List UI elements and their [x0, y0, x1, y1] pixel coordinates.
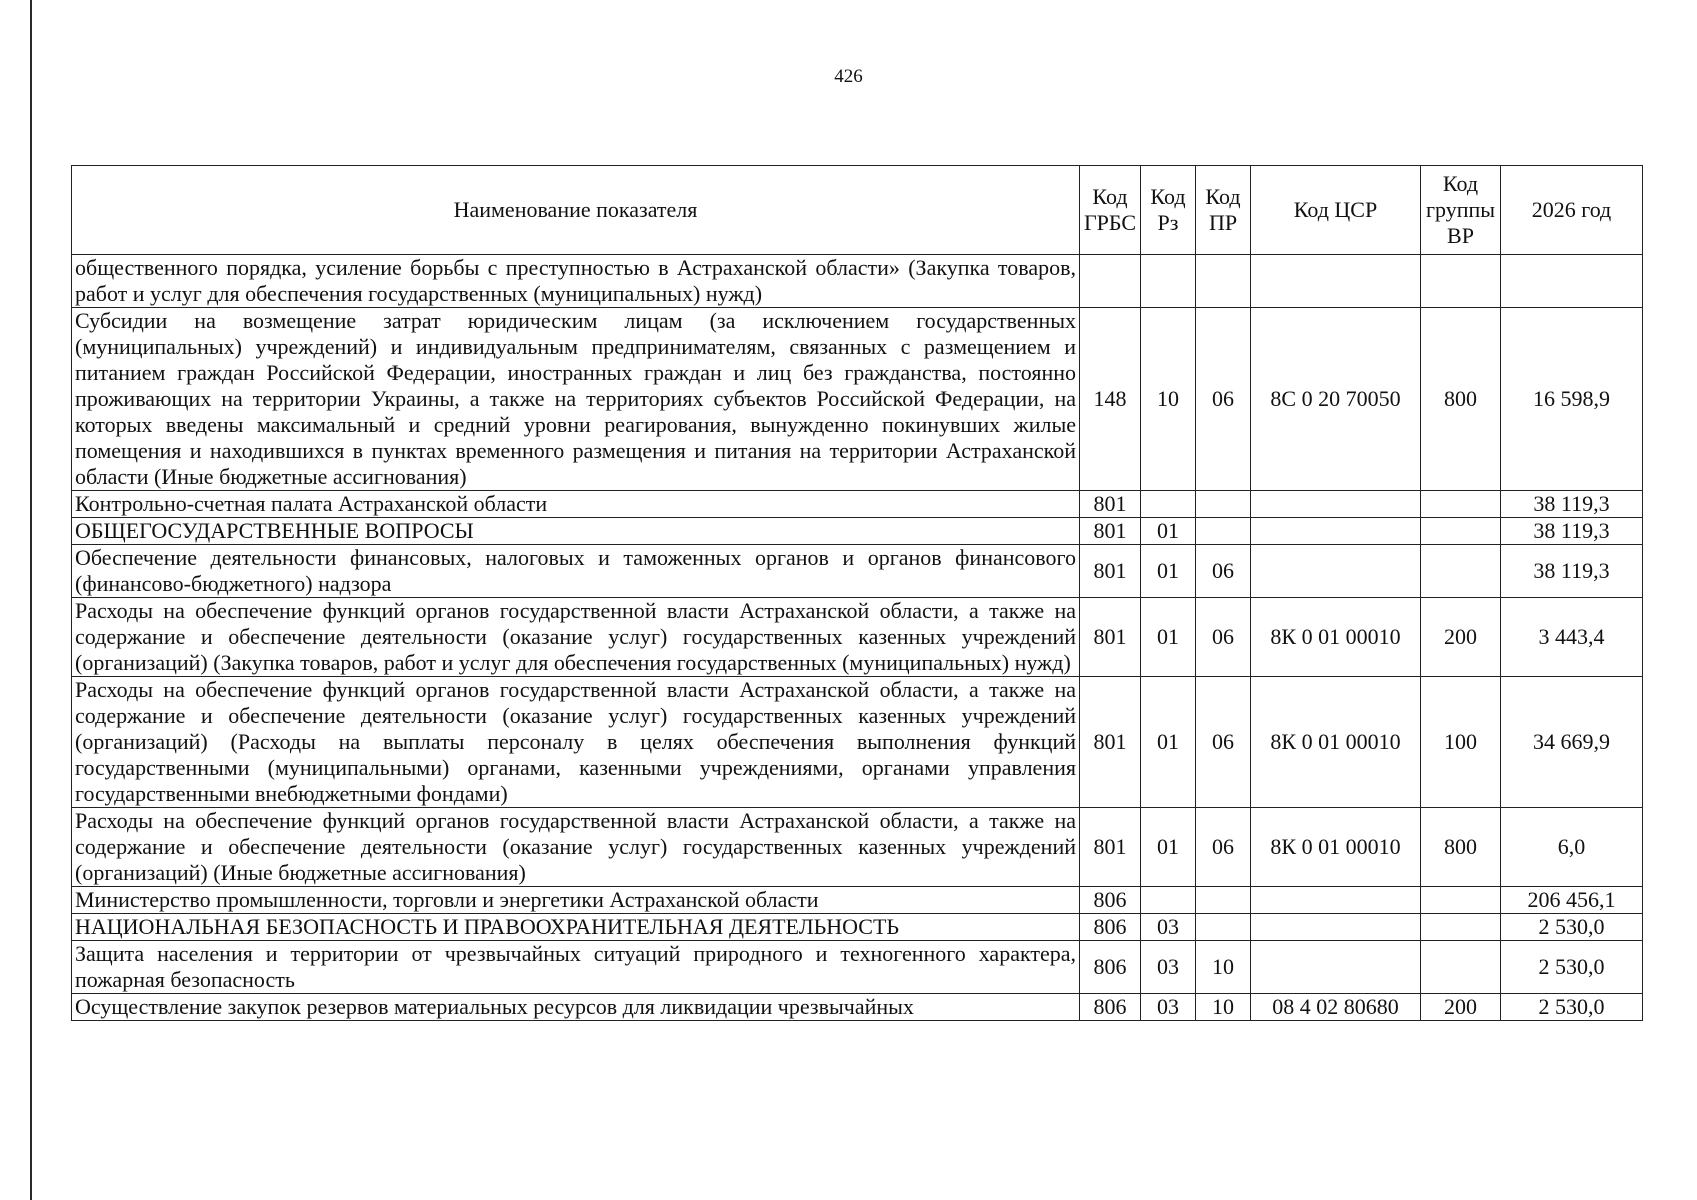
cell-rz: 10	[1141, 308, 1196, 491]
cell-grbs: 806	[1080, 994, 1141, 1021]
cell-pr	[1196, 887, 1251, 914]
cell-vr	[1421, 914, 1501, 941]
header-year: 2026 год	[1501, 166, 1643, 255]
cell-amount: 38 119,3	[1501, 491, 1643, 518]
cell-grbs: 801	[1080, 518, 1141, 545]
table-row	[72, 491, 1643, 518]
cell-grbs: 801	[1080, 677, 1141, 808]
cell-vr	[1421, 491, 1501, 518]
cell-csr	[1251, 941, 1421, 994]
cell-csr	[1251, 545, 1421, 598]
header-grbs: Код ГРБС	[1080, 166, 1141, 255]
cell-csr	[1251, 255, 1421, 308]
table-row	[72, 518, 1643, 545]
cell-csr	[1251, 491, 1421, 518]
cell-vr	[1421, 941, 1501, 994]
table-row	[72, 255, 1643, 308]
cell-rz: 01	[1141, 545, 1196, 598]
cell-rz: 01	[1141, 677, 1196, 808]
table-row	[72, 545, 1643, 598]
budget-table	[71, 165, 1643, 1021]
cell-pr: 06	[1196, 545, 1251, 598]
cell-amount: 38 119,3	[1501, 518, 1643, 545]
cell-amount: 6,0	[1501, 808, 1643, 887]
cell-vr	[1421, 255, 1501, 308]
cell-grbs: 801	[1080, 808, 1141, 887]
cell-name: Осуществление закупок резервов материальных ресурсов для ликвидации чрезвычайных	[72, 994, 1080, 1021]
cell-name: Субсидии на возмещение затрат юридическим лицам (за исключением государственных (муниципальных) учреждений) и индивидуальным предпринимателям, связанных с размещением и питанием граждан Российской Федерации, иностранных граждан и лиц без гражданства, постоянно проживающих на территории Украины, а также на территориях субъектов Российской Федерации, на которых введены максимальный и средний уровни реагирования, вынужденно покинувших жилые помещения и находившихся в пунктах временного размещения и питания на территории Астраханской области (Иные бюджетные ассигнования)	[72, 308, 1080, 491]
cell-rz: 01	[1141, 518, 1196, 545]
binding-margin-line	[30, 0, 32, 1200]
table-row	[72, 914, 1643, 941]
page-number: 426	[834, 66, 863, 87]
cell-grbs: 801	[1080, 598, 1141, 677]
table-row	[72, 598, 1643, 677]
cell-name: Министерство промышленности, торговли и энергетики Астраханской области	[72, 887, 1080, 914]
cell-csr: 08 4 02 80680	[1251, 994, 1421, 1021]
cell-amount: 3 443,4	[1501, 598, 1643, 677]
cell-pr: 06	[1196, 808, 1251, 887]
cell-rz	[1141, 491, 1196, 518]
cell-csr: 8К 0 01 00010	[1251, 808, 1421, 887]
cell-name: Защита населения и территории от чрезвычайных ситуаций природного и техногенного характера, пожарная безопасность	[72, 941, 1080, 994]
cell-pr	[1196, 914, 1251, 941]
cell-grbs: 806	[1080, 914, 1141, 941]
table-row	[72, 808, 1643, 887]
cell-csr	[1251, 914, 1421, 941]
header-name: Наименование показателя	[72, 166, 1080, 255]
cell-vr	[1421, 545, 1501, 598]
header-pr: Код ПР	[1196, 166, 1251, 255]
cell-name: Расходы на обеспечение функций органов государственной власти Астраханской области, а также на содержание и обеспечение деятельности (оказание услуг) государственных казенных учреждений (организаций) (Иные бюджетные ассигнования)	[72, 808, 1080, 887]
cell-vr: 100	[1421, 677, 1501, 808]
cell-rz: 01	[1141, 598, 1196, 677]
cell-pr: 10	[1196, 994, 1251, 1021]
cell-name: НАЦИОНАЛЬНАЯ БЕЗОПАСНОСТЬ И ПРАВООХРАНИТЕЛЬНАЯ ДЕЯТЕЛЬНОСТЬ	[72, 914, 1080, 941]
table-row	[72, 308, 1643, 491]
cell-vr	[1421, 887, 1501, 914]
table-row	[72, 941, 1643, 994]
cell-amount: 2 530,0	[1501, 941, 1643, 994]
cell-grbs	[1080, 255, 1141, 308]
cell-rz: 01	[1141, 808, 1196, 887]
cell-grbs: 148	[1080, 308, 1141, 491]
cell-csr: 8К 0 01 00010	[1251, 677, 1421, 808]
cell-name: Расходы на обеспечение функций органов государственной власти Астраханской области, а также на содержание и обеспечение деятельности (оказание услуг) государственных казенных учреждений (организаций) (Закупка товаров, работ и услуг для обеспечения государственных (муниципальных) нужд)	[72, 598, 1080, 677]
cell-vr: 800	[1421, 808, 1501, 887]
header-vr: Код группы ВР	[1421, 166, 1501, 255]
cell-name: общественного порядка, усиление борьбы с преступностью в Астраханской области» (Закупка товаров, работ и услуг для обеспечения государственных (муниципальных) нужд)	[72, 255, 1080, 308]
cell-rz: 03	[1141, 914, 1196, 941]
table-header-row	[72, 166, 1643, 255]
cell-name: Обеспечение деятельности финансовых, налоговых и таможенных органов и органов финансового (финансово-бюджетного) надзора	[72, 545, 1080, 598]
cell-csr	[1251, 518, 1421, 545]
cell-name: Расходы на обеспечение функций органов государственной власти Астраханской области, а также на содержание и обеспечение деятельности (оказание услуг) государственных казенных учреждений (организаций) (Расходы на выплаты персоналу в целях обеспечения выполнения функций государственными (муниципальными) органами, казенными учреждениями, органами управления государственными внебюджетными фондами)	[72, 677, 1080, 808]
header-rz: Код Рз	[1141, 166, 1196, 255]
cell-grbs: 801	[1080, 491, 1141, 518]
cell-csr	[1251, 887, 1421, 914]
cell-vr: 200	[1421, 994, 1501, 1021]
header-csr: Код ЦСР	[1251, 166, 1421, 255]
cell-pr: 06	[1196, 308, 1251, 491]
cell-amount: 2 530,0	[1501, 914, 1643, 941]
cell-pr: 06	[1196, 598, 1251, 677]
cell-amount: 206 456,1	[1501, 887, 1643, 914]
cell-pr	[1196, 491, 1251, 518]
cell-pr	[1196, 518, 1251, 545]
cell-vr: 200	[1421, 598, 1501, 677]
cell-amount: 34 669,9	[1501, 677, 1643, 808]
cell-csr: 8К 0 01 00010	[1251, 598, 1421, 677]
table-row	[72, 887, 1643, 914]
cell-pr: 06	[1196, 677, 1251, 808]
cell-amount: 16 598,9	[1501, 308, 1643, 491]
cell-grbs: 806	[1080, 887, 1141, 914]
cell-grbs: 806	[1080, 941, 1141, 994]
cell-name: Контрольно-счетная палата Астраханской области	[72, 491, 1080, 518]
cell-name: ОБЩЕГОСУДАРСТВЕННЫЕ ВОПРОСЫ	[72, 518, 1080, 545]
cell-vr	[1421, 518, 1501, 545]
cell-csr: 8С 0 20 70050	[1251, 308, 1421, 491]
cell-pr	[1196, 255, 1251, 308]
cell-rz	[1141, 255, 1196, 308]
cell-amount: 2 530,0	[1501, 994, 1643, 1021]
cell-rz: 03	[1141, 941, 1196, 994]
table-row	[72, 994, 1643, 1021]
cell-pr: 10	[1196, 941, 1251, 994]
cell-rz: 03	[1141, 994, 1196, 1021]
cell-amount	[1501, 255, 1643, 308]
cell-amount: 38 119,3	[1501, 545, 1643, 598]
cell-vr: 800	[1421, 308, 1501, 491]
cell-rz	[1141, 887, 1196, 914]
table-row	[72, 677, 1643, 808]
cell-grbs: 801	[1080, 545, 1141, 598]
